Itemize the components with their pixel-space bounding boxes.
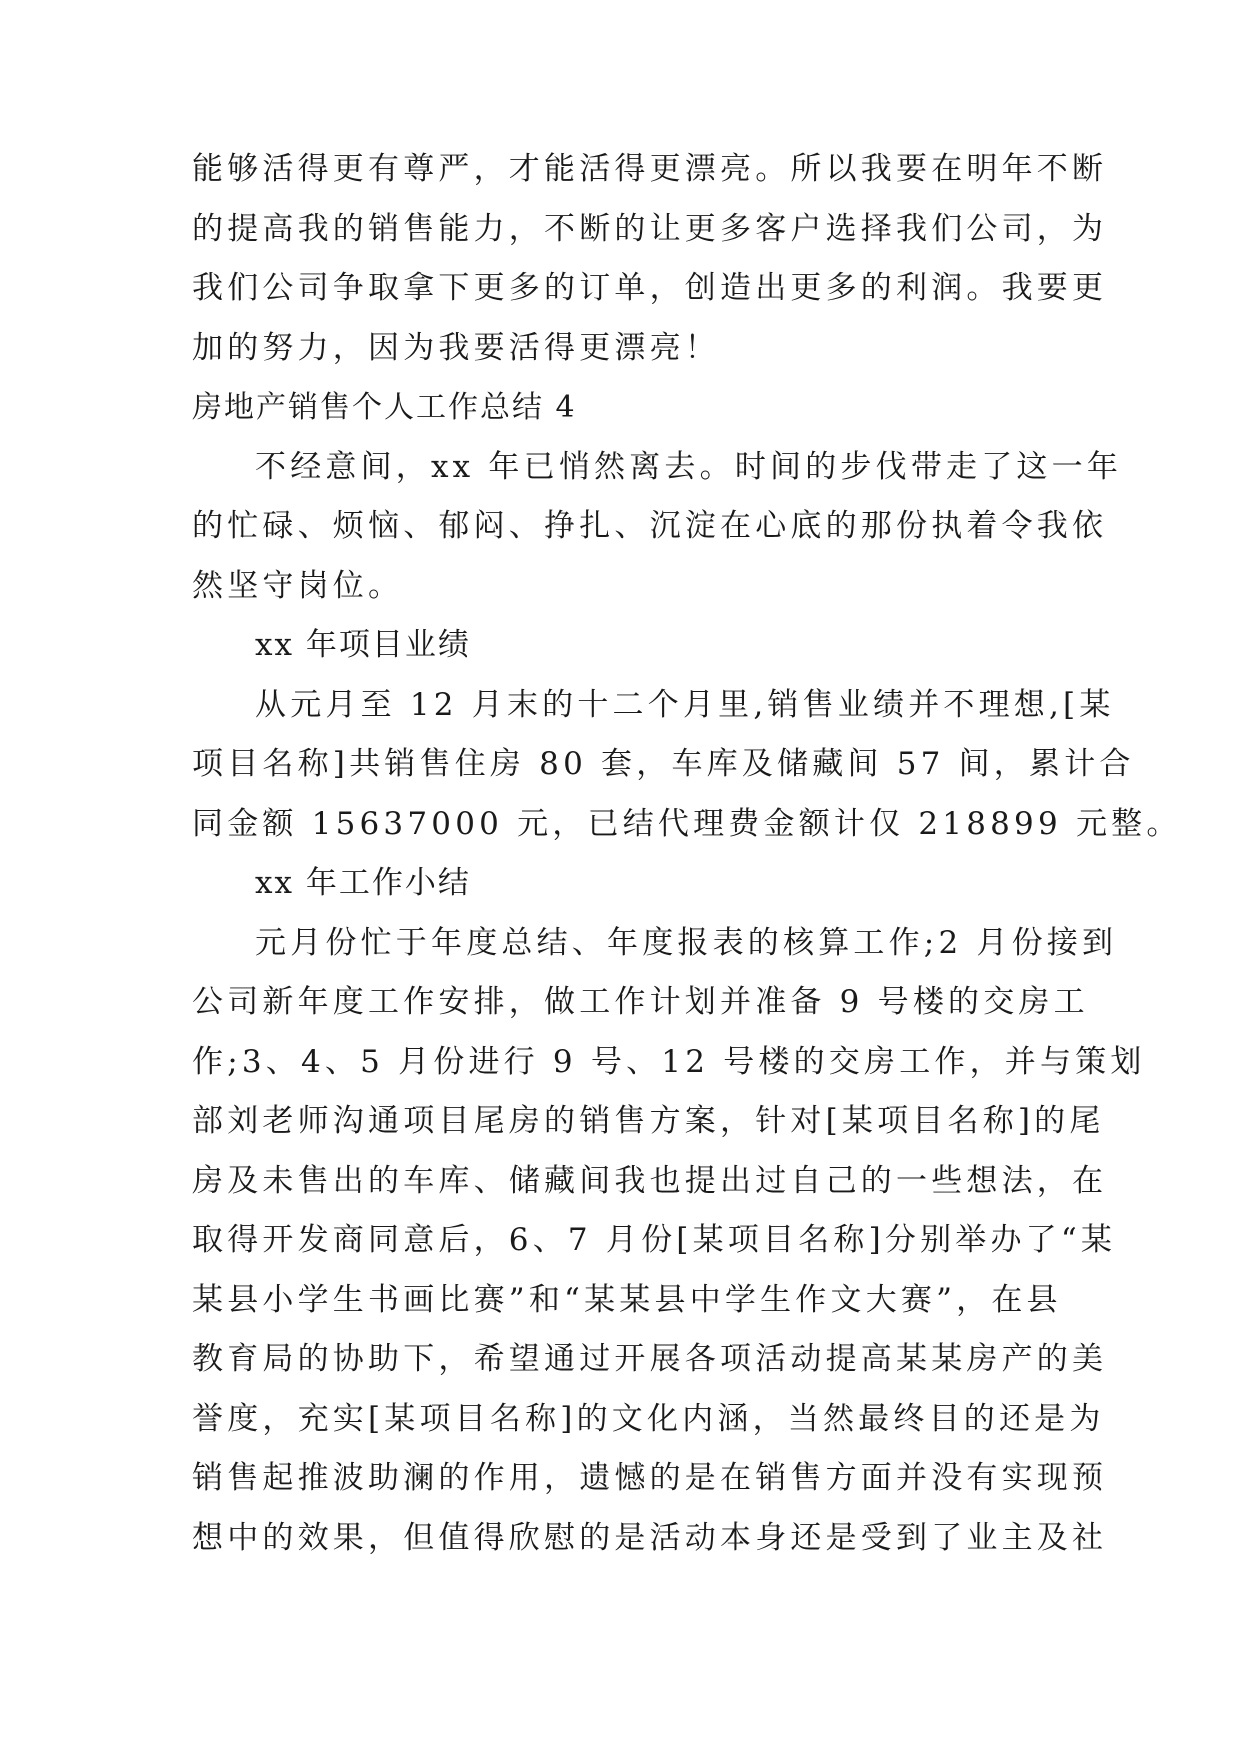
paragraph-line: 想中的效果，但值得欣慰的是活动本身还是受到了业主及社 [192,1519,1108,1556]
subheading: xx 年项目业绩 [255,627,471,663]
paragraph-line: 不经意间，xx 年已悄然离去。时间的步伐带走了这一年 [255,448,1123,485]
paragraph-line: 取得开发商同意后，6、7 月份[某项目名称]分别举办了“某 [192,1222,1117,1258]
paragraph-line: 销售起推波助澜的作用，遗憾的是在销售方面并没有实现预 [192,1460,1108,1496]
paragraph-line: 我们公司争取拿下更多的订单，创造出更多的利润。我要更 [192,270,1108,306]
paragraph-line: 能够活得更有尊严，才能活得更漂亮。所以我要在明年不断 [192,151,1108,187]
section-title: 房地产销售个人工作总结 4 [192,390,577,425]
paragraph-line: 作;3、4、5 月份进行 9 号、12 号楼的交房工作，并与策划 [192,1043,1146,1080]
paragraph-line: 项目名称]共销售住房 80 套，车库及储藏间 57 间，累计合 [192,746,1135,782]
paragraph-line: 誉度，充实[某项目名称]的文化内涵，当然最终目的还是为 [192,1400,1105,1437]
paragraph-line: 房及未售出的车库、储藏间我也提出过自己的一些想法，在 [192,1162,1108,1199]
paragraph-line: 某县小学生书画比赛”和“某某县中学生作文大赛”，在县 [192,1281,1062,1318]
paragraph-line: 然坚守岗位。 [192,567,404,604]
subheading: xx 年工作小结 [255,865,471,901]
paragraph-line: 同金额 15637000 元，已结代理费金额计仅 218899 元整。 [192,805,1182,842]
paragraph-line: 教育局的协助下，希望通过开展各项活动提高某某房产的美 [192,1341,1108,1377]
paragraph-line: 加的努力，因为我要活得更漂亮！ [192,329,720,366]
paragraph-line: 的忙碌、烦恼、郁闷、挣扎、沉淀在心底的那份执着令我依 [192,508,1108,544]
paragraph-line: 从元月至 12 月末的十二个月里,销售业绩并不理想,[某 [255,686,1115,723]
paragraph-line: 部刘老师沟通项目尾房的销售方案，针对[某项目名称]的尾 [192,1103,1105,1139]
paragraph-line: 公司新年度工作安排，做工作计划并准备 9 号楼的交房工 [192,984,1089,1020]
paragraph-line: 的提高我的销售能力，不断的让更多客户选择我们公司，为 [192,210,1108,247]
paragraph-line: 元月份忙于年度总结、年度报表的核算工作;2 月份接到 [255,924,1118,961]
document-page [192,140,1182,1568]
